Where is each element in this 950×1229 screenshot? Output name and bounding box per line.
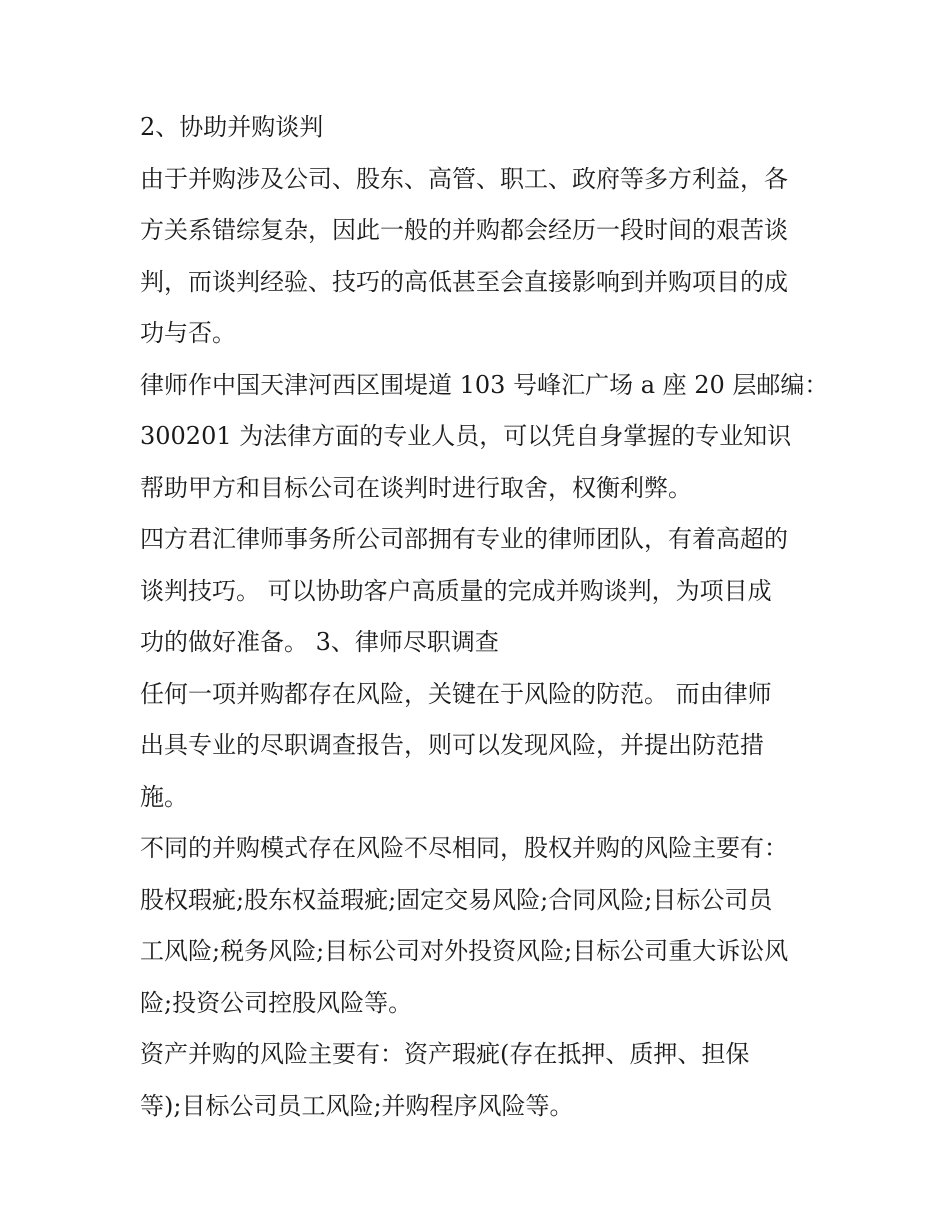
text-line: 由于并购涉及公司、股东、高管、职工、政府等多方利益，各 [140, 164, 788, 193]
text-line: 出具专业的尽职调查报告，则可以发现风险，并提出防范措 [140, 731, 764, 759]
text-line: 四方君汇律师事务所公司部拥有专业的律师团队，有着高超的 [140, 525, 788, 553]
text-line: 股权瑕疵;股东权益瑕疵;固定交易风险;合同风险;目标公司员 [140, 885, 773, 914]
text-line: 工风险;税务风险;目标公司对外投资风险;目标公司重大诉讼风 [140, 937, 789, 965]
text-line: 判，而谈判经验、技巧的高低甚至会直接影响到并购项目的成 [140, 267, 788, 296]
text-line: 方关系错综复杂，因此一般的并购都会经历一段时间的艰苦谈 [140, 216, 788, 244]
document-body [140, 102, 829, 1132]
text-line: 功的做好准备。 3、律师尽职调查 [140, 628, 499, 656]
text-line: 险;投资公司控股风险等。 [140, 988, 413, 1017]
text-line: 300201 为法律方面的专业人员，可以凭自身掌握的专业知识 [140, 422, 792, 450]
text-line: 帮助甲方和目标公司在谈判时进行取舍，权衡利弊。 [140, 473, 692, 502]
text-line: 资产并购的风险主要有：资产瑕疵(存在抵押、质押、担保 [140, 1040, 750, 1068]
text-line: 不同的并购模式存在风险不尽相同，股权并购的风险主要有： [140, 834, 788, 862]
text-line: 施。 [140, 782, 188, 811]
text-line: 律师作中国天津河西区围堤道 103 号峰汇广场 a 座 20 层邮编： [140, 370, 829, 399]
section-heading-2: 2、协助并购谈判 [140, 113, 324, 141]
text-line: 功与否。 [140, 319, 236, 347]
text-line: 谈判技巧。 可以协助客户高质量的完成并购谈判，为项目成 [140, 576, 772, 605]
text-line: 等);目标公司员工风险;并购程序风险等。 [140, 1091, 574, 1120]
text-line: 任何一项并购都存在风险，关键在于风险的防范。 而由律师 [140, 679, 772, 708]
